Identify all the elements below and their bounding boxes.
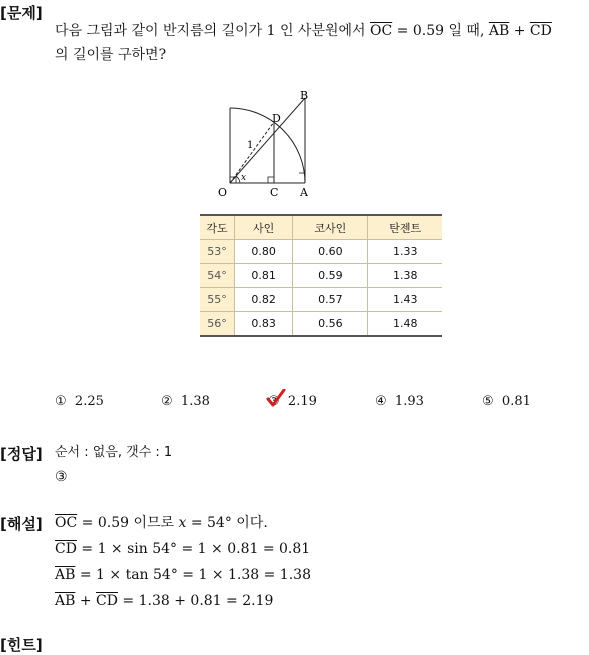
label-b: B [300,89,309,102]
problem-line-1 [55,21,552,41]
section-problem: [문제] [0,4,43,22]
choice-2[interactable] [161,394,210,409]
section-explanation: [해설] [0,515,43,533]
checkmark-icon [266,389,286,409]
quarter-circle-figure [210,88,330,200]
explanation-line-3 [55,565,311,585]
choice-value: 1.93 [394,394,424,409]
answer-choice: ③ [55,469,68,485]
header-cos: 코사인 [293,215,368,240]
explanation-line-1 [55,513,268,533]
cell-cos: 0.60 [293,240,368,264]
cell-angle: 56° [200,312,235,337]
label-o: O [218,186,228,199]
cell-cos: 0.57 [293,288,368,312]
choice-number: ① [55,394,67,409]
label-d: D [272,112,281,125]
cell-cos: 0.56 [293,312,368,337]
table-row [200,312,442,337]
segment-ab: $\overline{AB}$ [55,567,76,583]
segment-cd: $\overline{CD}$ [55,541,77,557]
label-x: x [241,173,247,183]
explanation-line-2 [55,539,310,559]
cell-angle: 55° [200,288,235,312]
cell-angle: 54° [200,264,235,288]
cell-sin: 0.80 [235,240,293,264]
choice-4[interactable] [375,394,424,409]
header-sin: 사인 [235,215,293,240]
segment-cd: $\overline{CD}$ [96,593,118,609]
cell-angle: 53° [200,240,235,264]
section-hint: [힌트] [0,636,43,654]
segment-cd: $\overline{CD}$ [529,23,552,39]
variable-x: x [178,515,187,531]
header-tan: 탄젠트 [368,215,442,240]
table-row [200,264,442,288]
choice-value: 2.25 [74,394,104,409]
cell-sin: 0.83 [235,312,293,337]
cell-tan: 1.48 [368,312,442,337]
cell-tan: 1.38 [368,264,442,288]
section-answer: [정답] [0,445,43,463]
cell-sin: 0.81 [235,264,293,288]
choice-value: 1.38 [180,394,210,409]
problem-line-2: 의 길이를 구하면? [55,47,167,63]
right-angle-mark-c [268,177,274,183]
explanation-text: = 1.38 + 0.81 = 2.19 [117,593,274,609]
choice-value: 2.19 [287,394,317,409]
segment-oc: $\overline{OC}$ [370,23,393,39]
angle-x-arc [236,176,240,183]
problem-text: = 0.59 일 때, [392,23,485,39]
explanation-text: = 0.59 이므로 [77,515,179,531]
choice-number: ⑤ [482,394,494,409]
header-angle: 각도 [200,215,235,240]
choice-5[interactable] [482,394,531,409]
problem-text: 다음 그림과 같이 반지름의 길이가 1 인 사분원에서 [55,23,366,39]
cell-sin: 0.82 [235,288,293,312]
explanation-line-4 [55,591,273,611]
table-row [200,288,442,312]
choice-number: ④ [375,394,387,409]
dashed-radius-od [230,122,274,183]
segment-ab: $\overline{AB}$ [488,23,510,39]
choice-value: 0.81 [501,394,531,409]
choice-3[interactable] [268,394,317,409]
choice-number: ③ [268,394,280,409]
explanation-text: = 1 × tan 54° = 1 × 1.38 = 1.38 [75,567,311,583]
segment-ab: $\overline{AB}$ [55,593,76,609]
cell-cos: 0.59 [293,264,368,288]
explanation-text: = 1 × sin 54° = 1 × 0.81 = 0.81 [76,541,311,557]
label-c: C [270,186,279,199]
explanation-text: = 54° 이다. [186,515,268,531]
cell-tan: 1.33 [368,240,442,264]
segment-oc: $\overline{OC}$ [55,515,78,531]
choice-1[interactable] [55,394,104,409]
plus-sign: + [509,23,530,39]
quarter-arc [230,108,305,183]
table-row [200,240,442,264]
answer-order-text: 순서 : 없음, 갯수 : 1 [55,445,173,460]
trig-table [200,214,442,337]
line-ob [230,98,305,183]
plus-sign: + [75,593,97,609]
label-a: A [300,186,308,199]
label-one: 1 [247,140,254,151]
cell-tan: 1.43 [368,288,442,312]
choice-number: ② [161,394,173,409]
table-header-row [200,215,442,240]
